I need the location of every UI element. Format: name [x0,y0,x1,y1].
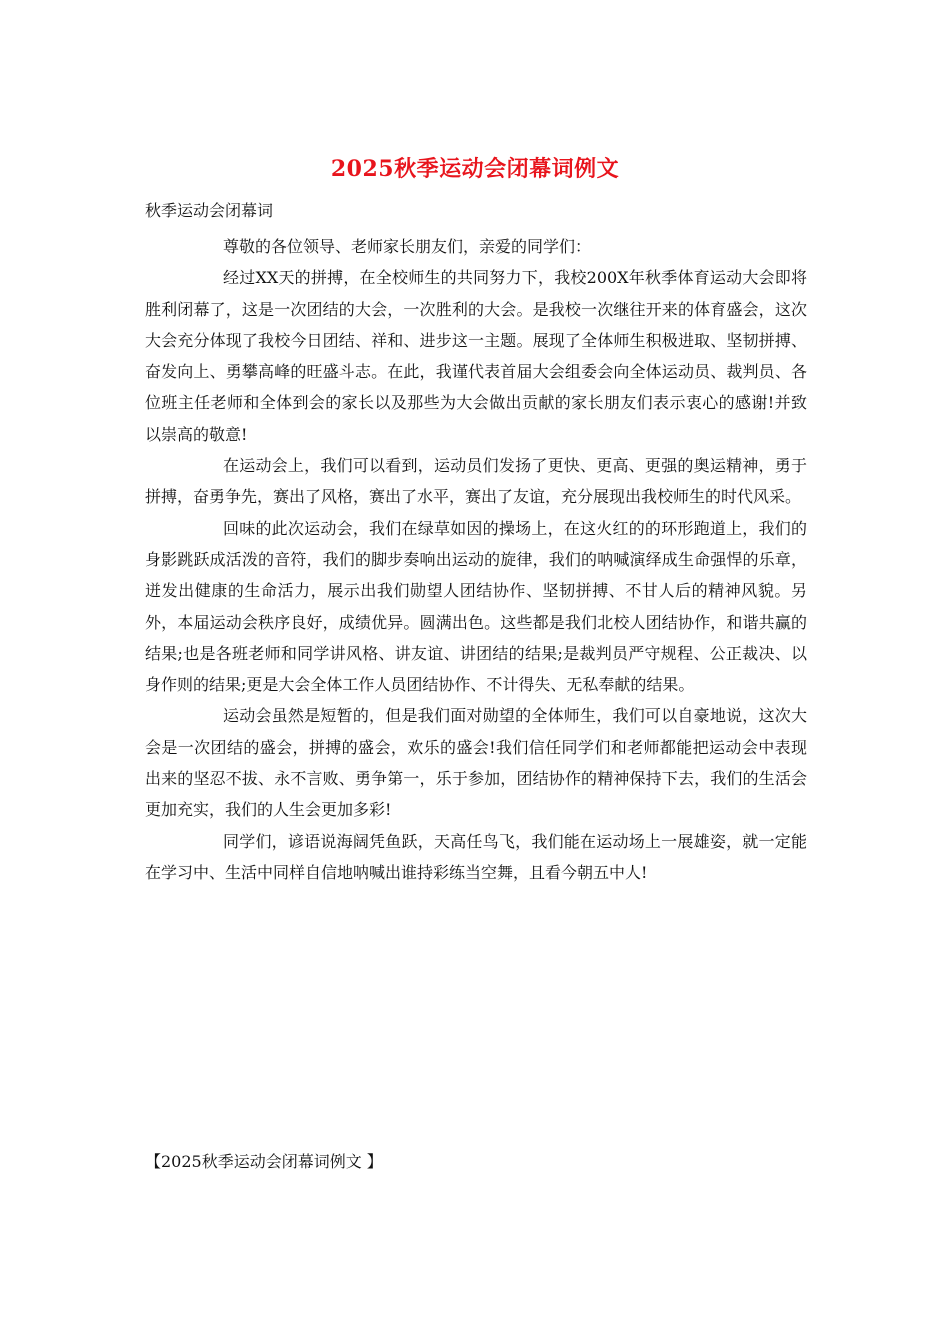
document-subtitle: 秋季运动会闭幕词 [145,201,274,220]
document-footer: 【2025秋季运动会闭幕词例文 】 [145,1152,383,1171]
body-paragraph: 经过XX天的拼搏，在全校师生的共同努力下，我校200X年秋季体育运动大会即将胜利闭幕了，这是一次团结的大会，一次胜利的大会。是我校一次继往开来的体育盛会，这次大会充分体现了我校今日团结、祥和、进步这一主题。展现了全体师生积极进取、坚韧拼搏、奋发向上、勇攀高峰的旺盛斗志。在此，我谨代表首届大会组委会向全体运动员、裁判员、各位班主任老师和全体到会的家长以及那些为大会做出贡献的家长朋友们表示衷心的感谢!并致以崇高的敬意! [145,268,807,444]
body-paragraph: 在运动会上，我们可以看到，运动员们发扬了更快、更高、更强的奥运精神，勇于拼搏，奋勇争先，赛出了风格，赛出了水平，赛出了友谊，充分展现出我校师生的时代风采。 [145,456,807,507]
document-body [145,231,807,888]
document-title: 2025秋季运动会闭幕词例文 [330,156,620,182]
body-paragraph: 回味的此次运动会，我们在绿草如因的操场上，在这火红的的环形跑道上，我们的身影跳跃成活泼的音符，我们的脚步奏响出运动的旋律，我们的呐喊演绎成生命强悍的乐章，迸发出健康的生命活力，展示出我们勋望人团结协作、坚韧拼搏、不甘人后的精神风貌。另外，本届运动会秩序良好，成绩优异。圆满出色。这些都是我们北校人团结协作，和谐共赢的结果;也是各班老师和同学讲风格、讲友谊、讲团结的结果;是裁判员严守规程、公正裁决、以身作则的结果;更是大会全体工作人员团结协作、不计得失、无私奉献的结果。 [145,518,807,695]
body-paragraph: 同学们，谚语说海阔凭鱼跃，天高任鸟飞，我们能在运动场上一展雄姿，就一定能在学习中、生活中同样自信地呐喊出谁持彩练当空舞，且看今朝五中人! [145,831,807,882]
body-paragraph: 运动会虽然是短暂的，但是我们面对勋望的全体师生，我们可以自豪地说，这次大会是一次团结的盛会，拼搏的盛会，欢乐的盛会!我们信任同学们和老师都能把运动会中表现出来的坚忍不拔、永不言败、勇争第一，乐于参加，团结协作的精神保持下去，我们的生活会更加充实，我们的人生会更加多彩! [145,706,807,820]
greeting-paragraph: 尊敬的各位领导、老师家长朋友们，亲爱的同学们： [223,237,592,256]
